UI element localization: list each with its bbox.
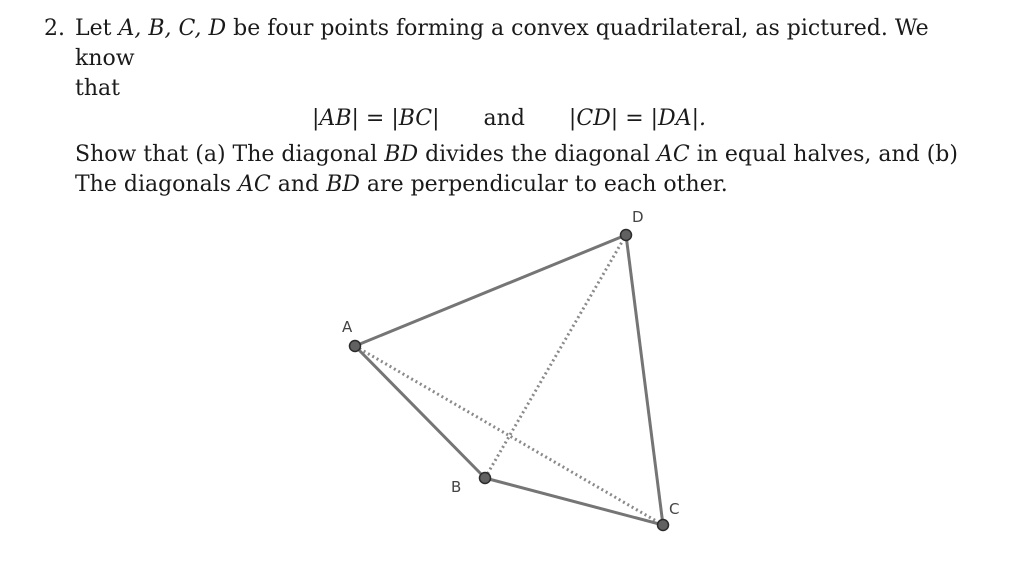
side-ab: [355, 346, 485, 478]
equation-cd-da: |CD| = |DA|.: [568, 106, 706, 131]
label-d: D: [632, 208, 644, 226]
intro-line2: that: [75, 76, 120, 101]
label-b: B: [451, 478, 462, 496]
point-b: [480, 473, 491, 484]
intro-before: Let: [75, 16, 119, 41]
point-a: [350, 341, 361, 352]
diagonal-ac: [355, 346, 663, 525]
side-bc: [485, 478, 663, 525]
task-text: The diagonals: [75, 172, 239, 197]
intro-after: be four points forming a convex quadrilateral, as pictured. We know: [75, 16, 929, 71]
equation-and: and: [483, 106, 525, 131]
task-ac: AC: [238, 172, 271, 197]
label-c: C: [669, 500, 680, 518]
side-cd: [626, 235, 663, 525]
task-bd: BD: [326, 172, 360, 197]
task-text: and: [270, 172, 327, 197]
side-da: [355, 235, 626, 346]
label-a: A: [342, 318, 353, 336]
problem-number: 2.: [44, 16, 65, 41]
point-d: [621, 230, 632, 241]
diagonal-bd: [485, 235, 626, 478]
task-text: divides the diagonal: [418, 142, 657, 167]
task-ac: AC: [656, 142, 690, 167]
intro-points: A, B, C, D: [118, 16, 227, 41]
task-text: Show that (a) The diagonal: [75, 142, 385, 167]
equation-ab-bc: |AB| = |BC|: [312, 106, 440, 131]
task-text: are perpendicular to each other.: [359, 172, 728, 197]
task-bd: BD: [384, 142, 419, 167]
point-c: [658, 520, 669, 531]
task-text: in equal halves, and (b): [689, 142, 958, 167]
